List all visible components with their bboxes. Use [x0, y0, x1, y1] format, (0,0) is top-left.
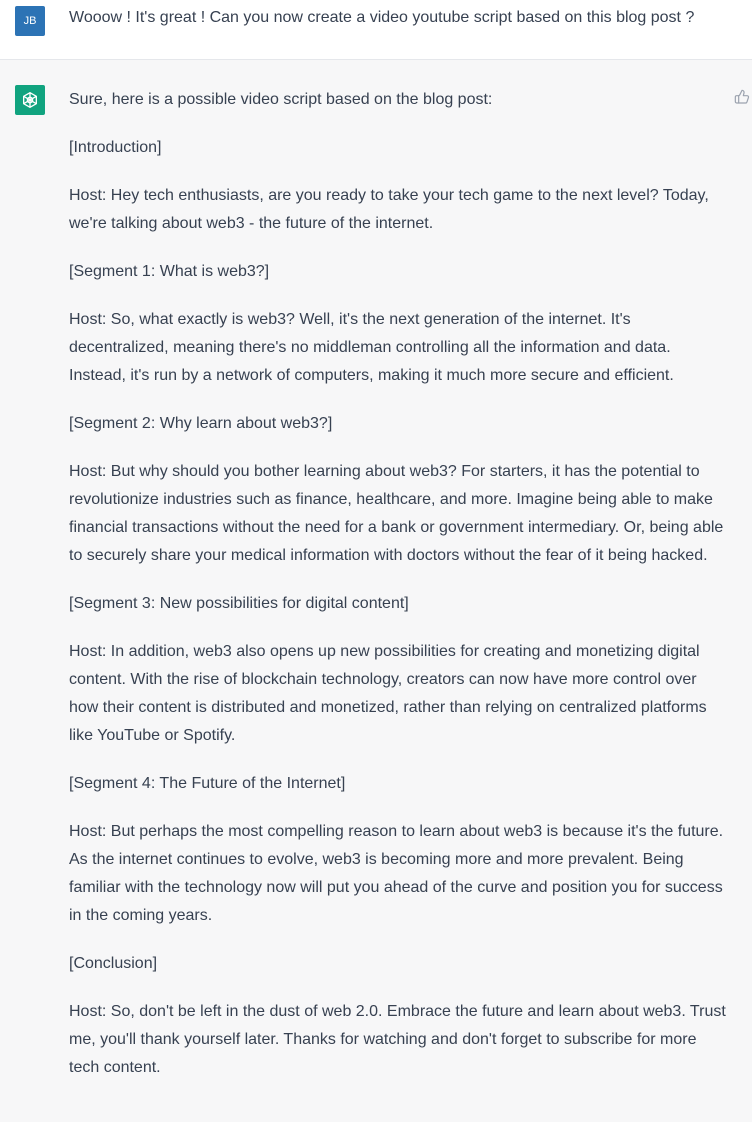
user-avatar: JB [15, 6, 45, 36]
message-paragraph: [Segment 3: New possibilities for digital content] [69, 595, 409, 612]
assistant-message-content [69, 86, 729, 1102]
message-paragraph: [Segment 2: Why learn about web3?] [69, 415, 333, 432]
message-paragraph: [Segment 1: What is web3?] [69, 263, 270, 280]
openai-logo-icon [15, 85, 45, 115]
message-paragraph: [Conclusion] [69, 955, 158, 972]
thumbs-up-icon[interactable] [733, 88, 751, 106]
message-paragraph: Host: But perhaps the most compelling reason to learn about web3 is because it's the future. As the internet continues to evolve, web3 is becoming more and more prevalent. Being familiar with the technology now will put you ahead of the curve and position you for success in the coming years. [69, 823, 724, 924]
message-paragraph: Host: Hey tech enthusiasts, are you ready to take your tech game to the next level? Today, we're talking about web3 - the future of the internet. [69, 187, 709, 232]
message-paragraph: Host: But why should you bother learning about web3? For starters, it has the potential to revolutionize industries such as finance, healthcare, and more. Imagine being able to make financial transactions without the need for a bank or government intermediary. Or, being able to securely share your medical information with doctors without the fear of it being hacked. [69, 463, 724, 564]
assistant-message-row [0, 60, 752, 1122]
message-paragraph: Host: In addition, web3 also opens up new possibilities for creating and monetizing digital content. With the rise of blockchain technology, creators can now have more control over how their content is distributed and monetized, rather than relying on centralized platforms like YouTube or Spotify. [69, 643, 707, 744]
message-paragraph: Sure, here is a possible video script based on the blog post: [69, 91, 493, 108]
user-message-row [0, 0, 752, 60]
message-paragraph: [Introduction] [69, 139, 162, 156]
message-paragraph: [Segment 4: The Future of the Internet] [69, 775, 346, 792]
message-paragraph: Host: So, don't be left in the dust of web 2.0. Embrace the future and learn about web3. Trust me, you'll thank yourself later. Thanks for watching and don't forget to subscribe for more tech content. [69, 1003, 726, 1076]
message-paragraph: Host: So, what exactly is web3? Well, it's the next generation of the internet. It's decentralized, meaning there's no middleman controlling all the information and data. Instead, it's run by a network of computers, making it much more secure and efficient. [69, 311, 674, 384]
user-message-text: Wooow ! It's great ! Can you now create a video youtube script based on this blog post ? [69, 9, 695, 26]
